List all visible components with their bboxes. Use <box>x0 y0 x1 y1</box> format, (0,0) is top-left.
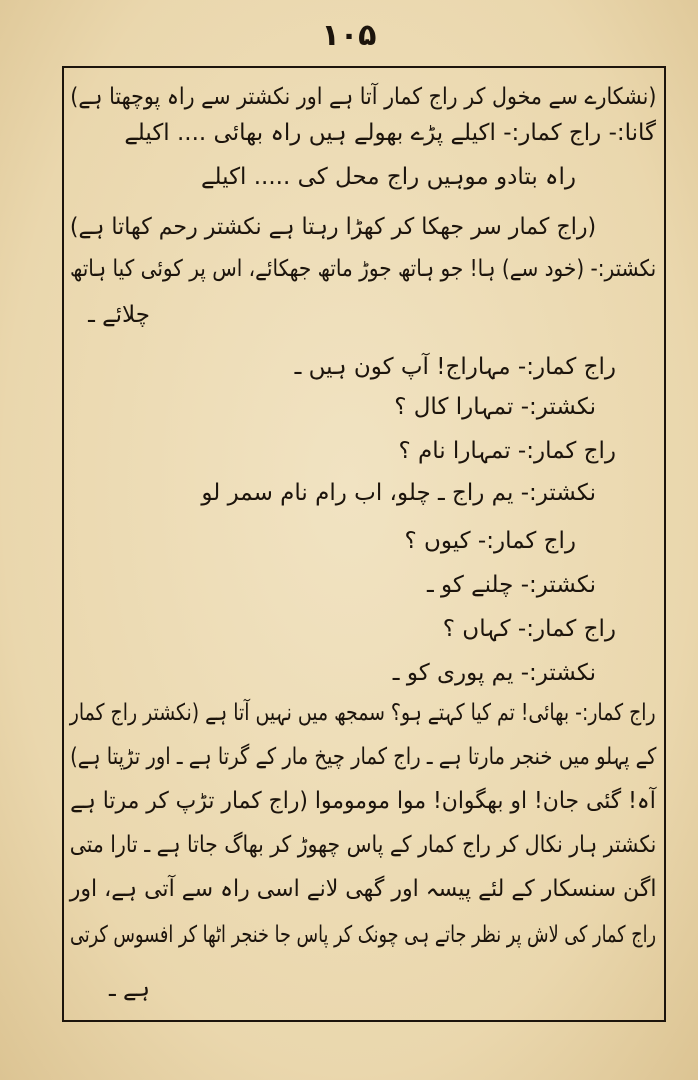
text-line: راج کمار کی لاش پر نظر جاتے ہی چونک کر پاس جا خنجر اٹھا کر افسوس کرتی <box>69 922 656 948</box>
text-line: راج کمار:- تمہارا نام ؟ <box>398 438 616 464</box>
text-line: چلائے ـ <box>88 302 150 328</box>
text-line: راج کمار:- کیوں ؟ <box>404 528 576 554</box>
text-line: راج کمار:- بھائی! تم کیا کہتے ہو؟ سمجھ میں نہیں آتا ہے (نکشتر راج کمار <box>70 700 656 726</box>
text-line: راج کمار:- کہاں ؟ <box>442 616 616 642</box>
text-line: راج کمار:- مہاراج! آپ کون ہیں ـ <box>294 354 616 380</box>
text-line: ہے ـ <box>108 976 150 1002</box>
text-line: نکشتر:- تمہارا کال ؟ <box>394 394 596 420</box>
text-line: نکشتر:- (خود سے) ہا! جو ہاتھ جوڑ ماتھ جھکائے، اس پر کوئی کیا ہاتھ <box>69 256 656 282</box>
text-frame <box>62 66 666 1022</box>
text-line: نکشتر:- یم پوری کو ـ <box>392 660 596 686</box>
text-line: نکشتر ہار نکال کر راج کمار کے پاس چھوڑ کر بھاگ جاتا ہے ـ تارا متی <box>69 832 656 858</box>
text-line: کے پہلو میں خنجر مارتا ہے ـ راج کمار چیخ مار کے گرتا ہے ـ اور تڑپتا ہے) <box>69 744 656 770</box>
text-line: راہ بتادو موہیں راج محل کی ..... اکیلے <box>201 164 576 190</box>
page-number: ۱۰۵ <box>321 18 377 53</box>
text-line: نکشتر:- یم راج ـ چلو، اب رام نام سمر لو <box>201 480 596 506</box>
text-line: (راج کمار سر جھکا کر کھڑا رہتا ہے نکشتر رحم کھاتا ہے) <box>69 214 596 240</box>
play-text <box>69 74 656 1014</box>
text-line: اگن سنسکار کے لئے پیسہ اور گھی لانے اسی راہ سے آتی ہے، اور <box>69 876 656 902</box>
text-line: آہ! گئی جان! او بھگوان! موا موموموا (راج کمار تڑپ کر مرتا ہے <box>70 788 656 814</box>
text-line: نکشتر:- چلنے کو ـ <box>426 572 596 598</box>
text-line: گانا:- راج کمار:- اکیلے پڑے بھولے ہیں راہ بھائی .... اکیلے <box>124 120 656 146</box>
text-line: (نشکارے سے مخول کر راج کمار آتا ہے اور نکشتر سے راہ پوچھتا ہے) <box>69 84 656 110</box>
